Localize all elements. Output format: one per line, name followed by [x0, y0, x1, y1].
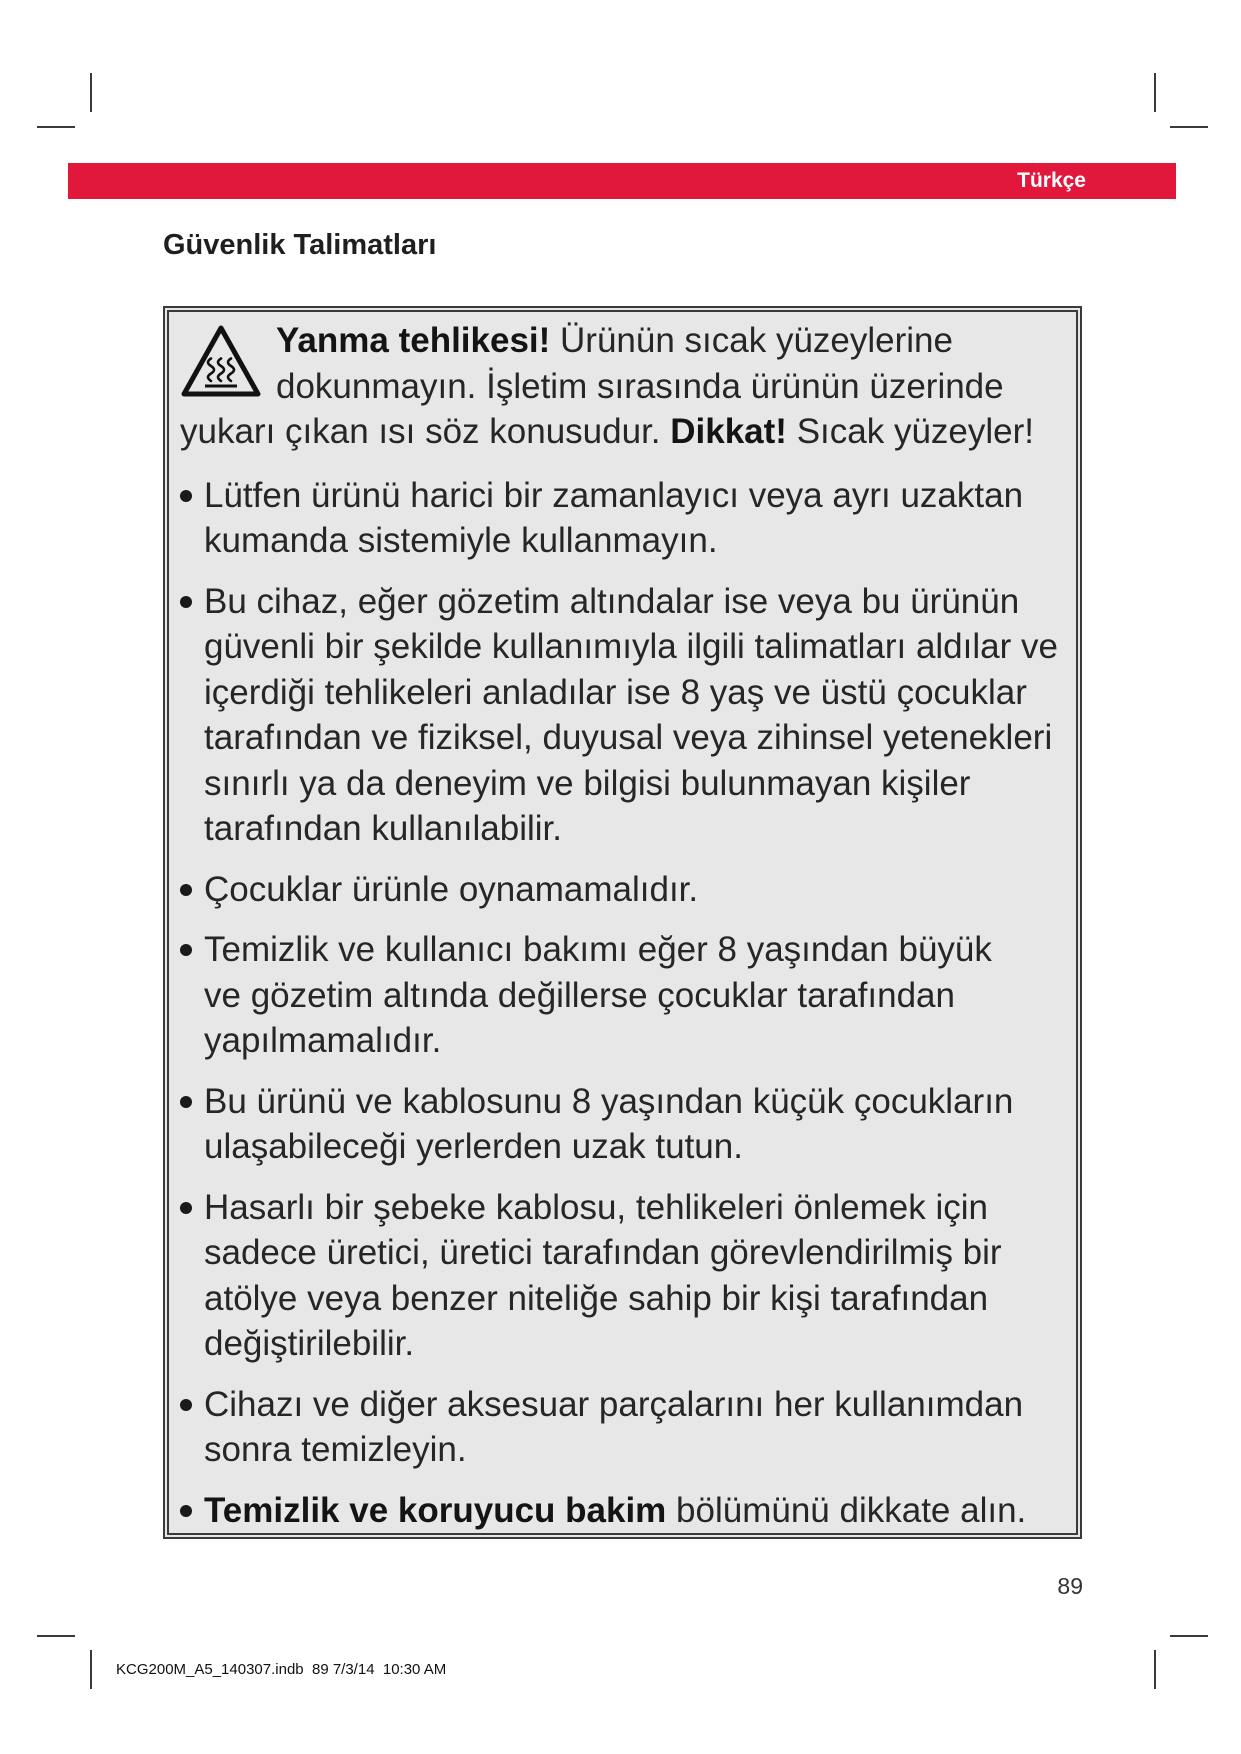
list-item — [180, 1382, 1076, 1473]
bullet-icon — [180, 1399, 192, 1411]
bullet-icon — [180, 1505, 192, 1517]
text-line: sonra temizleyin. — [204, 1430, 467, 1469]
bullet-icon — [180, 596, 192, 608]
text-line: kumanda sistemiyle kullanmayın. — [204, 521, 718, 560]
bullet-icon — [180, 884, 192, 896]
text-line: yapılmamalıdır. — [204, 1021, 442, 1060]
text-segment: Ürünün sıcak yüzeylerine — [550, 321, 953, 360]
text-line — [180, 409, 1076, 455]
bullet-icon — [180, 1202, 192, 1214]
safety-instructions-list — [180, 473, 1076, 1534]
safety-warning-box — [163, 306, 1082, 1539]
text-line — [180, 318, 1076, 364]
crop-mark — [1154, 1650, 1156, 1689]
text-line: Hasarlı bir şebeke kablosu, tehlikeleri önlemek için — [204, 1187, 988, 1227]
bullet-icon — [180, 944, 192, 956]
crop-mark — [1170, 126, 1208, 128]
text-line: Lütfen ürünü harici bir zamanlayıcı veya ayrı uzaktan — [204, 475, 1024, 515]
crop-mark — [37, 1635, 75, 1637]
list-item — [180, 1079, 1076, 1170]
text-segment: yukarı çıkan ısı söz konusudur. — [180, 412, 671, 451]
text-line: güvenli bir şekilde kullanımıyla ilgili talimatları aldılar ve — [204, 627, 1058, 666]
section-reference: Temizlik ve koruyucu bakim — [204, 1490, 667, 1530]
bullet-icon — [180, 1096, 192, 1108]
language-label: Türkçe — [1017, 169, 1086, 192]
crop-mark — [90, 73, 92, 112]
text-line: Bu ürünü ve kablosunu 8 yaşından küçük çocukların — [204, 1081, 1014, 1121]
text-line: Çocuklar ürünle oynamamalıdır. — [204, 869, 699, 909]
list-item — [180, 1185, 1076, 1367]
text-segment: Sıcak yüzeyler! — [786, 412, 1035, 451]
text-line: değiştirilebilir. — [204, 1324, 415, 1363]
list-item — [180, 579, 1076, 852]
section-title: Güvenlik Talimatları — [163, 229, 437, 261]
text-line: içerdiği tehlikeleri anladılar ise 8 yaş ve üstü çocuklar — [204, 672, 1027, 712]
crop-mark — [1170, 1635, 1208, 1637]
text-line: sadece üretici, üretici tarafından görevlendirilmiş bir — [204, 1233, 1002, 1272]
print-footer: KCG200M_A5_140307.indb 89 7/3/14 10:30 AM — [116, 1661, 447, 1678]
text-line: Cihazı ve diğer aksesuar parçalarını her kullanımdan — [204, 1384, 1024, 1424]
text-line: dokunmayın. İşletim sırasında ürünün üzerinde — [276, 366, 1004, 406]
text-line: ve gözetim altında değillerse çocuklar tarafından — [204, 975, 955, 1015]
text-segment: bölümünü dikkate alın. — [666, 1490, 1027, 1530]
text-line: tarafından ve fiziksel, duyusal veya zihinsel yetenekleri — [204, 718, 1053, 757]
language-header-bar — [68, 163, 1176, 199]
list-item — [180, 1488, 1076, 1534]
text-line: Temizlik ve kullanıcı bakımı eğer 8 yaşından büyük — [204, 930, 992, 969]
text-line — [204, 1488, 1076, 1534]
bullet-icon — [180, 490, 192, 502]
crop-mark — [1154, 73, 1156, 112]
crop-mark — [37, 126, 75, 128]
text-line: ulaşabileceği yerlerden uzak tutun. — [204, 1127, 743, 1166]
text-line: atölye veya benzer niteliğe sahip bir kişi tarafından — [204, 1278, 989, 1318]
list-item — [180, 867, 1076, 913]
page-number: 89 — [1057, 1573, 1083, 1599]
caution-label: Dikkat! — [670, 412, 787, 451]
warning-intro — [180, 318, 1076, 455]
text-line: Bu cihaz, eğer gözetim altındalar ise veya bu ürünün — [204, 581, 1020, 621]
text-line: sınırlı ya da deneyim ve bilgisi bulunmayan kişiler — [204, 763, 971, 803]
crop-mark — [90, 1650, 92, 1689]
list-item — [180, 927, 1076, 1064]
text-line: tarafından kullanılabilir. — [204, 809, 562, 848]
list-item — [180, 473, 1076, 564]
warning-heading: Yanma tehlikesi! — [276, 321, 551, 360]
hot-surface-warning-icon — [180, 323, 262, 399]
